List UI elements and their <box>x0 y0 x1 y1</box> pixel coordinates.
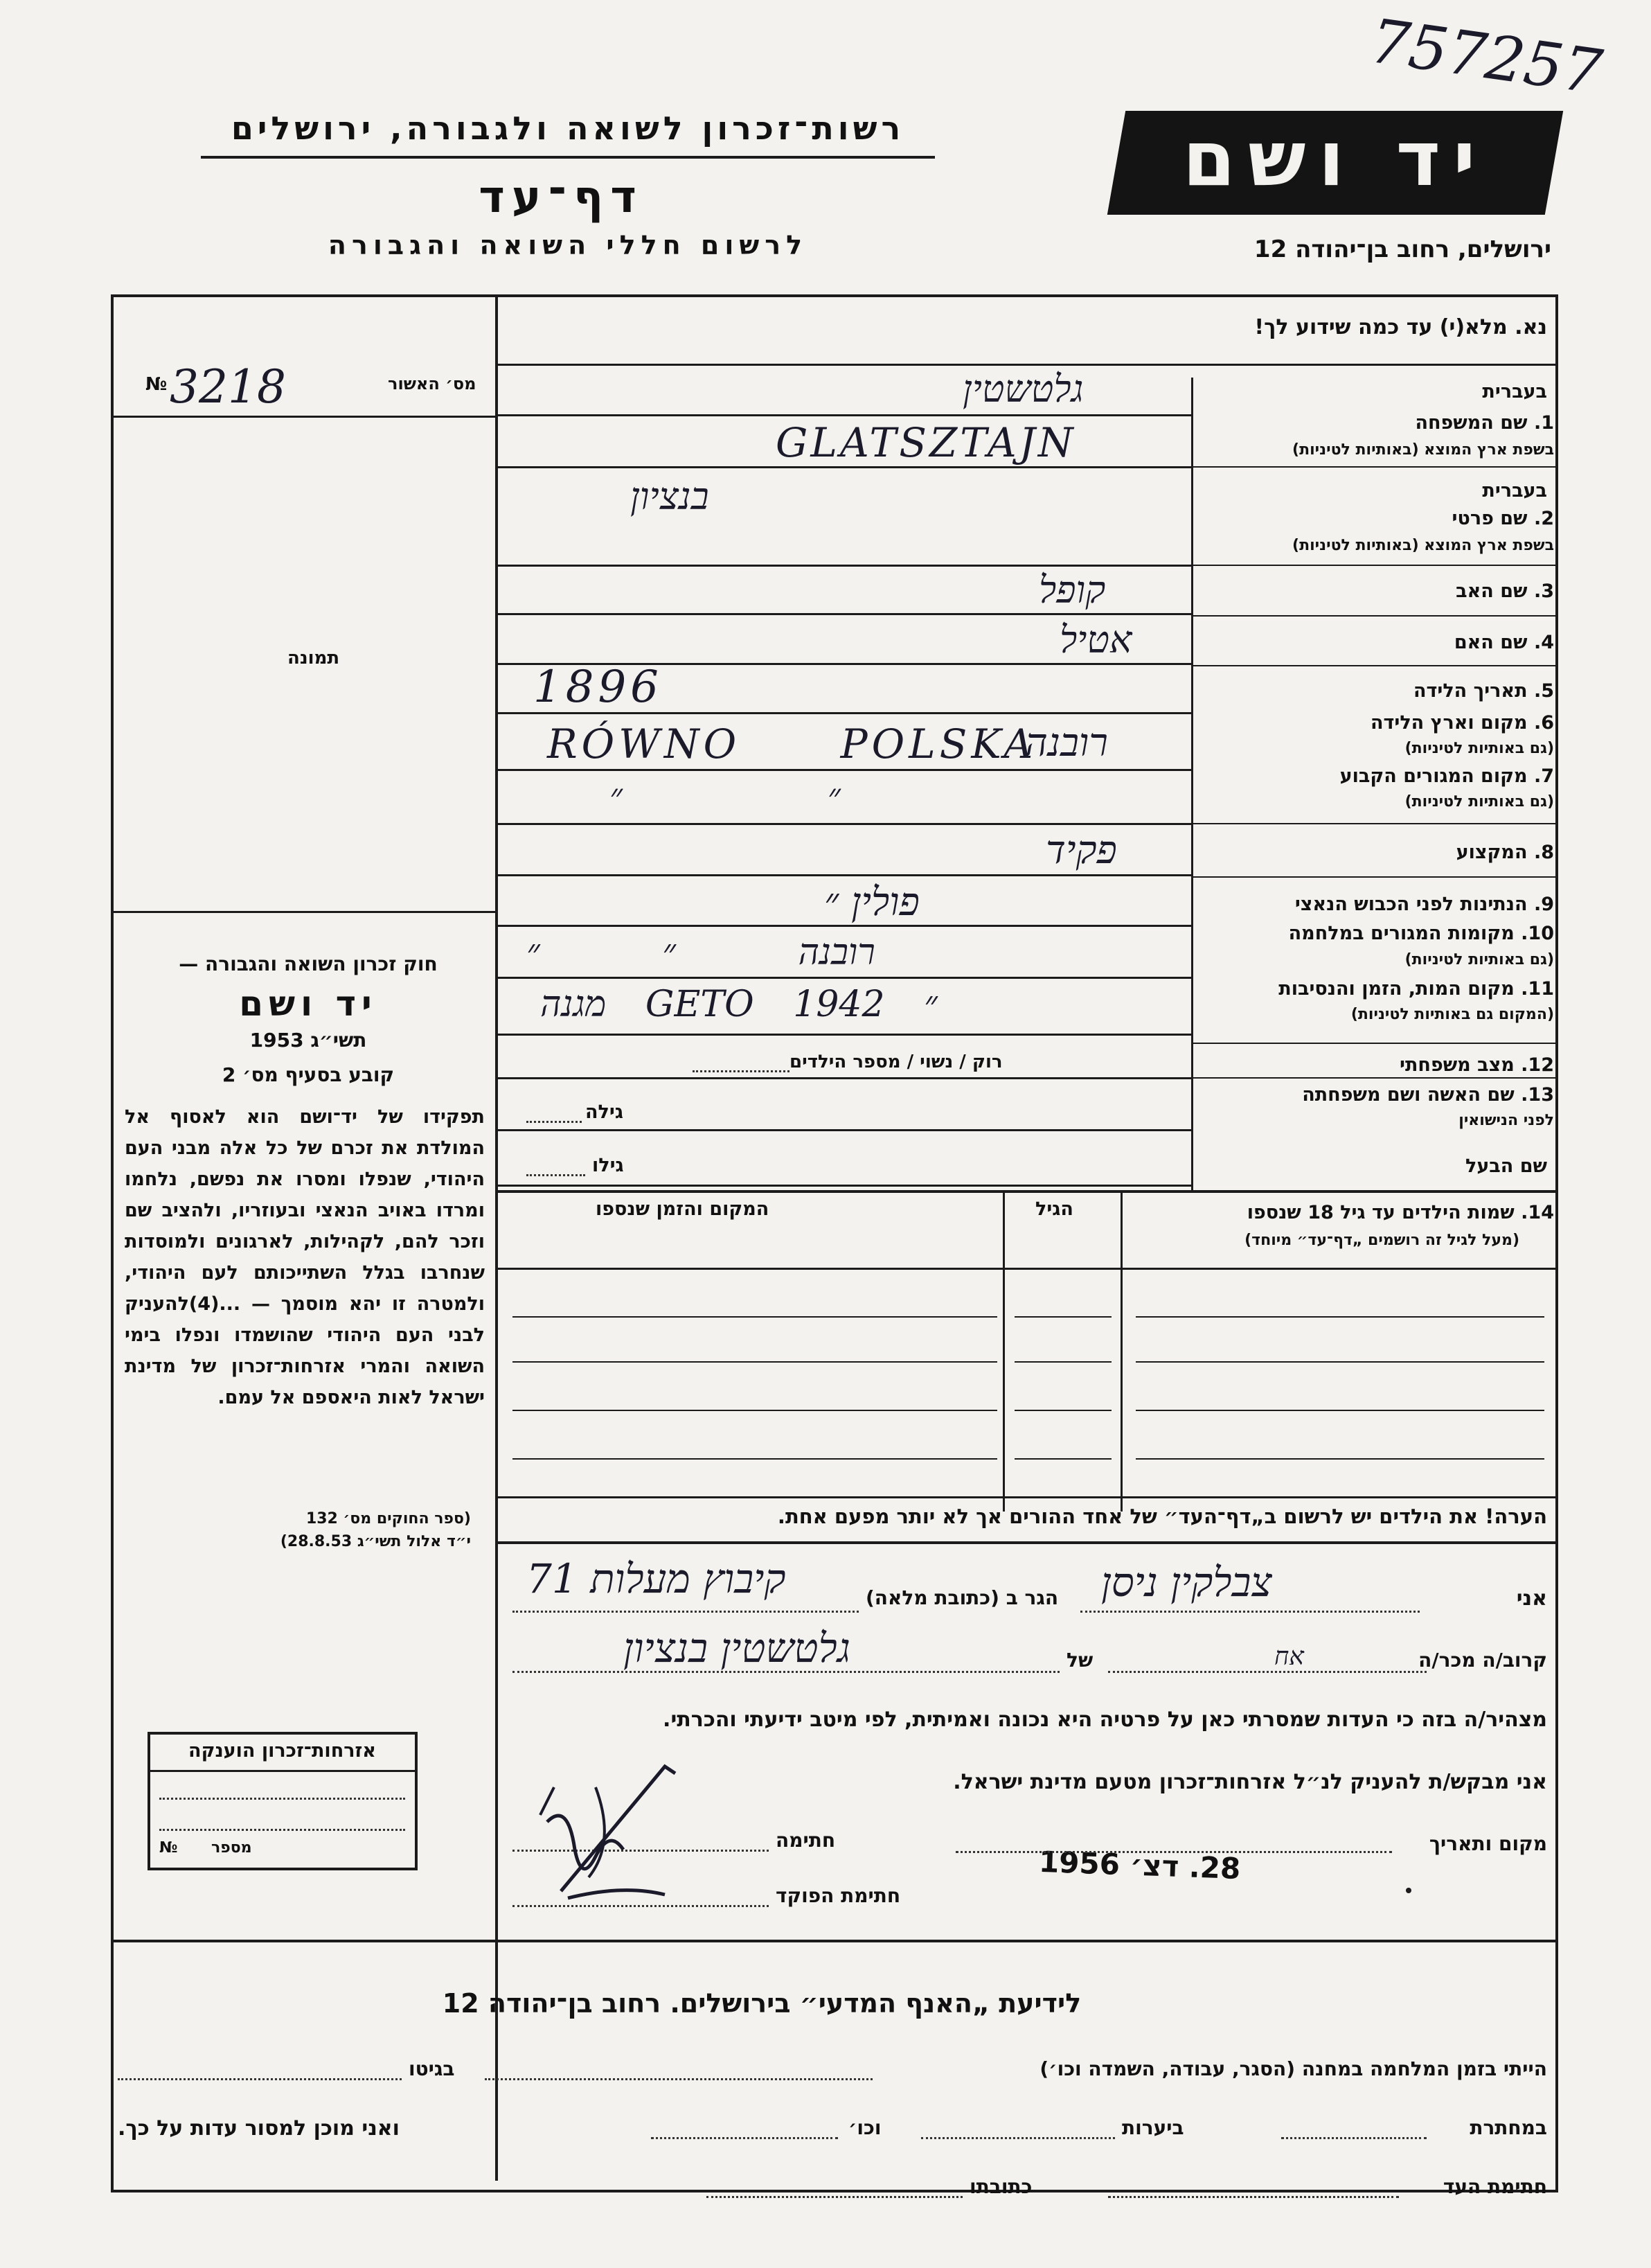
label-sep-1 <box>1193 466 1558 468</box>
declarant-address: קיבוץ מעלות 71 <box>526 1555 786 1602</box>
value-rule-13 <box>498 1129 1191 1131</box>
field-13-sub: לפני הנישואין <box>1458 1112 1554 1129</box>
place-date-dots <box>956 1851 1392 1853</box>
certificate-no-label: מספר <box>211 1839 252 1857</box>
field-10-label: 10. מקומות המגורים במלחמה <box>1288 923 1554 944</box>
marital-dots <box>693 1070 789 1072</box>
wife-age-dots <box>526 1121 582 1123</box>
footer-underground-label: במחתרת <box>1470 2116 1547 2139</box>
footer-top-rule <box>114 1940 1558 1942</box>
field-6-label: 6. מקום וארץ הלידה <box>1370 712 1554 734</box>
children-col-div-1 <box>1003 1193 1005 1512</box>
field-1-label: 1. שם המשפחה <box>1415 412 1554 434</box>
field-9-label: 9. הנתינות לפני הכבוש הנאצי <box>1294 894 1554 915</box>
field-2-sub: בשפת ארץ המוצא (באותיות לטיניות) <box>1292 537 1554 554</box>
footer-etc-dots <box>651 2137 838 2139</box>
declaration-text: מצהיר/ה בזה כי העדות שמסרתי כאן על פרטיה היא נכונה ואמיתית, לפי מיטב ידיעתי והכרתי. <box>663 1708 1547 1732</box>
page-subtitle: לרשום חללי השואה והגבורה <box>328 230 808 260</box>
logo-text: יד ושם <box>1182 114 1488 203</box>
label-sep-7 <box>1193 1043 1558 1044</box>
registration-no-sign: № <box>145 374 168 395</box>
field-11-label: 11. מקום המות, הזמן והנסיבות <box>1278 978 1554 1000</box>
field-2-label: 2. שם פרטי <box>1452 508 1554 529</box>
footer-ready-text: ואני מוכן למסור עדות על כך. <box>118 2116 400 2141</box>
registration-number: 3218 <box>170 360 286 414</box>
value-rule-12 <box>498 1077 1191 1079</box>
label-sep-3 <box>1193 615 1558 617</box>
law-ref-1: (ספר החוקים מס׳ 132 <box>305 1510 471 1527</box>
first-name-hebrew: בנציון <box>630 475 709 518</box>
marital-status-options: רוק / נשוי / מספר הילדים <box>789 1052 1003 1072</box>
footer-title: לידיעת „האנף המדעי״ בירושלים. רחוב בן־יהודה 12 <box>442 1988 1082 2019</box>
field-7-label: 7. מקום המגורים הקבוע <box>1339 765 1554 787</box>
children-place-header: המקום והזמן שנספו <box>596 1198 769 1220</box>
signature-stroke-1 <box>547 1766 675 1898</box>
value-rule-11 <box>498 1034 1191 1036</box>
value-rule-2 <box>498 565 1191 567</box>
field-1-sub: בשפת ארץ המוצא (באותיות לטיניות) <box>1292 441 1554 459</box>
field-4-label: 4. שם האם <box>1454 632 1554 653</box>
label-sep-2 <box>1193 565 1558 566</box>
family-name-latin: GLATSZTAJN <box>776 419 1076 466</box>
bullet-mark <box>1406 1888 1411 1893</box>
footer-witness-dots <box>1108 2196 1399 2198</box>
law-ref-2: י״ד אלול תשי״ג 28.8.53) <box>280 1533 471 1550</box>
value-rule-6 <box>498 769 1191 771</box>
label-sep-4 <box>1193 665 1558 666</box>
law-year: תשי״ג 1953 <box>249 1029 367 1052</box>
date-stamp: 28. דצ׳ 1956 <box>1038 1844 1242 1886</box>
child-row-3-name <box>1136 1410 1544 1411</box>
label-sep-6 <box>1193 876 1558 878</box>
field-3-label: 3. שם האב <box>1456 581 1554 602</box>
footer-witness-signature-label: חתימת העד <box>1443 2175 1547 2198</box>
birthplace-hebrew: רובנה <box>1025 720 1108 765</box>
husband-name-label: שם הבעל <box>1465 1155 1547 1177</box>
address: ירושלים, רחוב בן־יהודה 12 <box>1253 236 1551 263</box>
law-name: יד ושם <box>239 984 377 1024</box>
note-bottom-rule <box>498 1541 1558 1544</box>
child-row-2-name <box>1136 1361 1544 1363</box>
left-column-divider <box>495 296 498 2181</box>
children-age-header: הגיל <box>1035 1198 1073 1220</box>
request-text: אני מבקש/ת להעניק לנ״ל אזרחות־זכרון מטעם מדינת ישראל. <box>953 1770 1547 1794</box>
field-11-sub: (המקום גם באותיות לטיניות) <box>1350 1006 1554 1023</box>
child-row-3-place <box>512 1410 997 1411</box>
officer-signature-label: חתימת הפוקד <box>776 1884 901 1907</box>
children-label: 14. שמות הילדים עד גיל 18 שנספו <box>1247 1202 1554 1223</box>
child-row-4-name <box>1136 1458 1544 1460</box>
authority-title: רשות־זכרון לשואה ולגבורה, ירושלים <box>231 109 905 147</box>
deceased-name-repeat: גלטשטין בנציון <box>623 1624 850 1672</box>
child-row-1-name <box>1136 1316 1544 1318</box>
registration-rule <box>114 416 495 418</box>
field-7-sub: (גם באותיות לטיניות) <box>1404 793 1554 810</box>
resides-label: הגר ב (כתובת מלאה) <box>866 1586 1059 1609</box>
footer-forests-label: ביערות <box>1122 2116 1184 2139</box>
value-rule-7 <box>498 823 1191 825</box>
footer-witness-address-label: כתובתו <box>970 2175 1033 2198</box>
photo-rule <box>114 911 495 913</box>
instruction-rule <box>498 364 1558 366</box>
field-2-hebrew-tag: בעברית <box>1482 480 1547 502</box>
value-rule-14 <box>498 1185 1191 1187</box>
declarant-ani: אני <box>1516 1586 1547 1611</box>
birth-date: 1896 <box>533 662 663 713</box>
wife-age-label: גילה <box>585 1101 623 1123</box>
wartime-residence: רובנה ״ ״ <box>526 932 875 973</box>
family-name-hebrew: גלטשטין <box>963 367 1084 411</box>
note-top-rule <box>498 1496 1558 1498</box>
relation-value: אח <box>1274 1642 1304 1671</box>
declarant-name: צבלקין ניסן <box>1101 1559 1272 1606</box>
child-row-1-age <box>1015 1316 1112 1318</box>
field-13-label: 13. שם האשה ושם משפחתה <box>1302 1084 1554 1106</box>
instruction-text: נא. מלא(י) עד כמה שידוע לך! <box>1254 315 1547 339</box>
value-rule-3 <box>498 613 1191 615</box>
child-row-4-age <box>1015 1458 1112 1460</box>
field-10-sub: (גם באותיות לטיניות) <box>1404 951 1554 968</box>
registration-label: מס׳ האשור <box>388 374 476 393</box>
signature-scribble <box>526 1746 693 1905</box>
label-sep-5 <box>1193 823 1558 824</box>
footer-ghetto-dots <box>118 2078 402 2080</box>
certificate-dots-1 <box>159 1798 405 1800</box>
declarant-name-dots <box>1080 1611 1420 1613</box>
of-label: של <box>1067 1649 1094 1672</box>
child-row-4-place <box>512 1458 997 1460</box>
footer-ghetto-label: בגיטו <box>409 2057 455 2080</box>
footer-forests-dots <box>921 2137 1115 2139</box>
child-row-2-age <box>1015 1361 1112 1363</box>
page-title: דף־עד <box>479 172 643 223</box>
child-row-2-place <box>512 1361 997 1363</box>
law-body: תפקידו של יד־ושם הוא לאסוף אל המולדת את זכרם של כל אלה מבני העם היהודי, שנפלו ומסרו את נפשם, נלחמו ומרדו באויב הנאצי ובעוזריו, ולהציב שם וזכר להם, לקהילות, לארגונים ולמוסדות שנחרבו בגלל השתייכותם לעם היהודי, ולמטרה זו יהא מוסמך — ...(4)להעניק לבני העם היהודי שהושמדו ונפלו בימי השואה והמרי אזרחות־זכרון של מדינת ישראל לאות היאספם אל עמם. <box>125 1106 485 1408</box>
field-8-label: 8. המקצוע <box>1456 842 1554 863</box>
certificate-no-sign: № <box>159 1839 178 1857</box>
photo-label: תמונה <box>287 648 340 668</box>
archive-number: 757257 <box>1366 5 1607 108</box>
address-dots <box>512 1611 859 1613</box>
mother-name: אטיל <box>1060 618 1132 662</box>
nationality: פולין ״ <box>824 880 920 925</box>
footer-address-dots <box>706 2196 963 2198</box>
children-note: הערה! את הילדים יש לרשום ב„דף־העד״ של אחד ההורים אך לא יותר מפעם אחת. <box>777 1505 1547 1528</box>
child-row-3-age <box>1015 1410 1112 1411</box>
footer-camp-dots <box>485 2078 873 2080</box>
children-header-rule <box>498 1268 1558 1270</box>
value-rule-9 <box>498 925 1191 927</box>
value-rule-8 <box>498 874 1191 876</box>
field-6-sub: (גם באותיות לטיניות) <box>1404 740 1554 757</box>
relation-label: קרוב/ה מכר/ה <box>1418 1649 1547 1672</box>
of-dots <box>512 1671 1060 1673</box>
label-sep-8 <box>1193 1077 1558 1079</box>
husband-age-dots <box>526 1174 585 1176</box>
husband-age-label: גילו <box>592 1155 624 1176</box>
signature-label: חתימה <box>776 1829 836 1852</box>
value-rule-1b <box>498 466 1191 468</box>
relation-dots <box>1108 1671 1427 1673</box>
residence: ״ ״ <box>609 776 841 816</box>
certificate-title-rule <box>150 1770 415 1772</box>
occupation: פקיד <box>1046 828 1117 873</box>
footer-underground-dots <box>1281 2137 1427 2139</box>
header-rule <box>201 156 935 159</box>
officer-dots <box>512 1905 769 1907</box>
field-5-label: 5. תאריך הלידה <box>1413 680 1554 702</box>
death-place: ״ GETO 1942 מגנה <box>540 984 938 1025</box>
child-row-1-place <box>512 1316 997 1318</box>
footer-etc-label: וכו׳ <box>848 2116 882 2139</box>
law-clause: קובע בסעיף מס׳ 2 <box>222 1063 395 1086</box>
value-rule-10 <box>498 977 1191 979</box>
birthplace-latin: RÓWNO POLSKA <box>547 720 1037 768</box>
label-column-divider <box>1191 378 1193 1191</box>
children-top-rule <box>498 1190 1558 1193</box>
place-date-label: מקום ותאריך <box>1429 1832 1547 1855</box>
law-title: חוק זכרון השואה והגבורה — <box>179 953 438 975</box>
certificate-dots-2 <box>159 1829 405 1831</box>
value-rule-1a <box>498 414 1191 416</box>
field-12-label: 12. מצב משפחתי <box>1400 1054 1554 1076</box>
field-1-hebrew-tag: בעברית <box>1482 381 1547 402</box>
children-sub: (מעל לגיל זה רושמים „דף־עד״ מיוחד) <box>1244 1232 1519 1249</box>
certificate-title: אזרחות־זכרון הוענקה <box>188 1740 376 1762</box>
children-col-div-2 <box>1121 1193 1123 1512</box>
father-name: קופל <box>1039 568 1106 612</box>
footer-camp-label: הייתי בזמן המלחמה במחנה (הסגר, עבודה, השמדה וכו׳) <box>1039 2057 1547 2080</box>
